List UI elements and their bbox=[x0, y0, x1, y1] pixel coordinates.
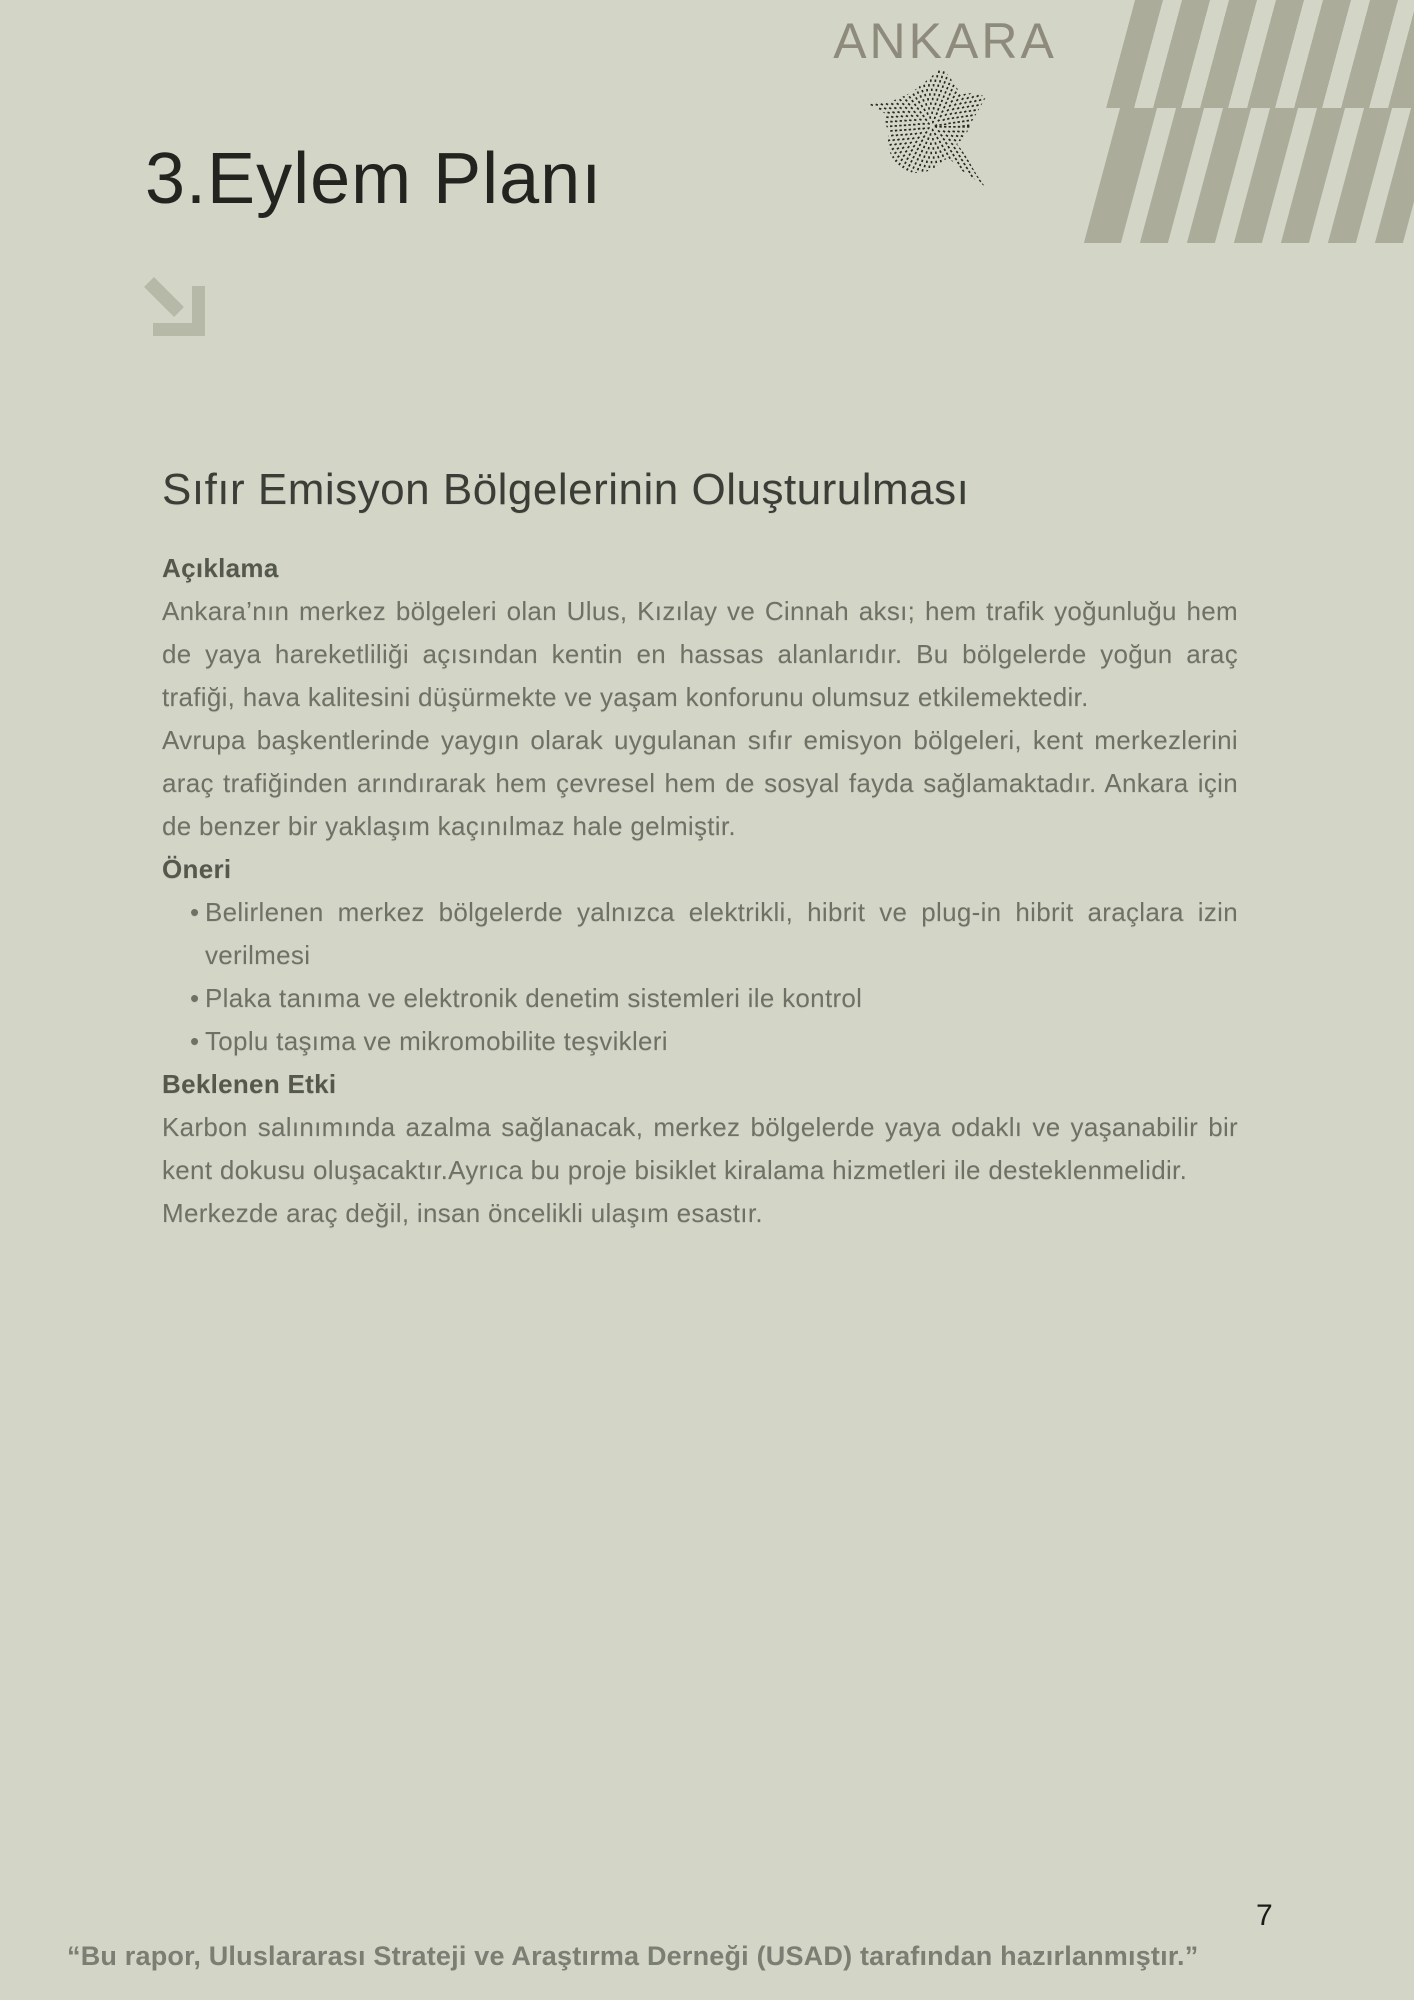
bullet-item: • Belirlenen merkez bölgelerde yalnızca elektrikli, hibrit ve plug-in hibrit araçlara izin verilmesi bbox=[190, 891, 1238, 977]
content-column bbox=[162, 465, 1238, 1235]
ankara-dotted-map-icon bbox=[862, 66, 1002, 201]
highlight-sentence: Merkezde araç değil, insan öncelikli ulaşım esastır. bbox=[162, 1198, 763, 1228]
arrow-down-right-icon bbox=[143, 276, 205, 341]
section-heading: Sıfır Emisyon Bölgelerinin Oluşturulması bbox=[162, 465, 970, 514]
footer-attribution-note: “Bu rapor, Uluslararası Strateji ve Araştırma Derneği (USAD) tarafından hazırlanmıştır.” bbox=[67, 1941, 1199, 1971]
aciklama-paragraph-1: Ankara’nın merkez bölgeleri olan Ulus, Kızılay ve Cinnah aksı; hem trafik yoğunluğu hem de yaya hareketliliği açısından kentin en hassas alanlarıdır. Bu bölgelerde yoğun araç trafiği, hava kalitesini düşürmekte ve yaşam konforunu olumsuz etkilemektedir. bbox=[162, 596, 1238, 712]
page-title: 3.Eylem Planı bbox=[145, 139, 603, 219]
beklenen-etki-label: Beklenen Etki bbox=[162, 1069, 337, 1099]
beklenen-etki-paragraph: Karbon salınımında azalma sağlanacak, merkez bölgelerde yaya odaklı ve yaşanabilir bir kent dokusu oluşacaktır.Ayrıca bu proje bisiklet kiralama hizmetleri ile desteklenmelidir. bbox=[162, 1112, 1238, 1185]
aciklama-label: Açıklama bbox=[162, 553, 279, 583]
oneri-bullet-list bbox=[162, 891, 1238, 1063]
brand-wordmark: ANKARA bbox=[833, 13, 1057, 69]
diagonal-stripes-ornament bbox=[1070, 0, 1414, 243]
oneri-label: Öneri bbox=[162, 854, 232, 884]
stripe-band-bottom bbox=[1070, 108, 1414, 243]
bullet-item: • Plaka tanıma ve elektronik denetim sistemleri ile kontrol bbox=[190, 977, 1238, 1020]
page-number: 7 bbox=[1256, 1899, 1273, 1932]
aciklama-paragraph-2: Avrupa başkentlerinde yaygın olarak uygulanan sıfır emisyon bölgeleri, kent merkezlerini araç trafiğinden arındırarak hem çevresel hem de sosyal fayda sağlamaktadır. Ankara için de benzer bir yaklaşım kaçınılmaz hale gelmiştir. bbox=[162, 725, 1238, 841]
stripe-band-top bbox=[1106, 0, 1414, 108]
bullet-item: • Toplu taşıma ve mikromobilite teşvikleri bbox=[190, 1020, 1238, 1063]
